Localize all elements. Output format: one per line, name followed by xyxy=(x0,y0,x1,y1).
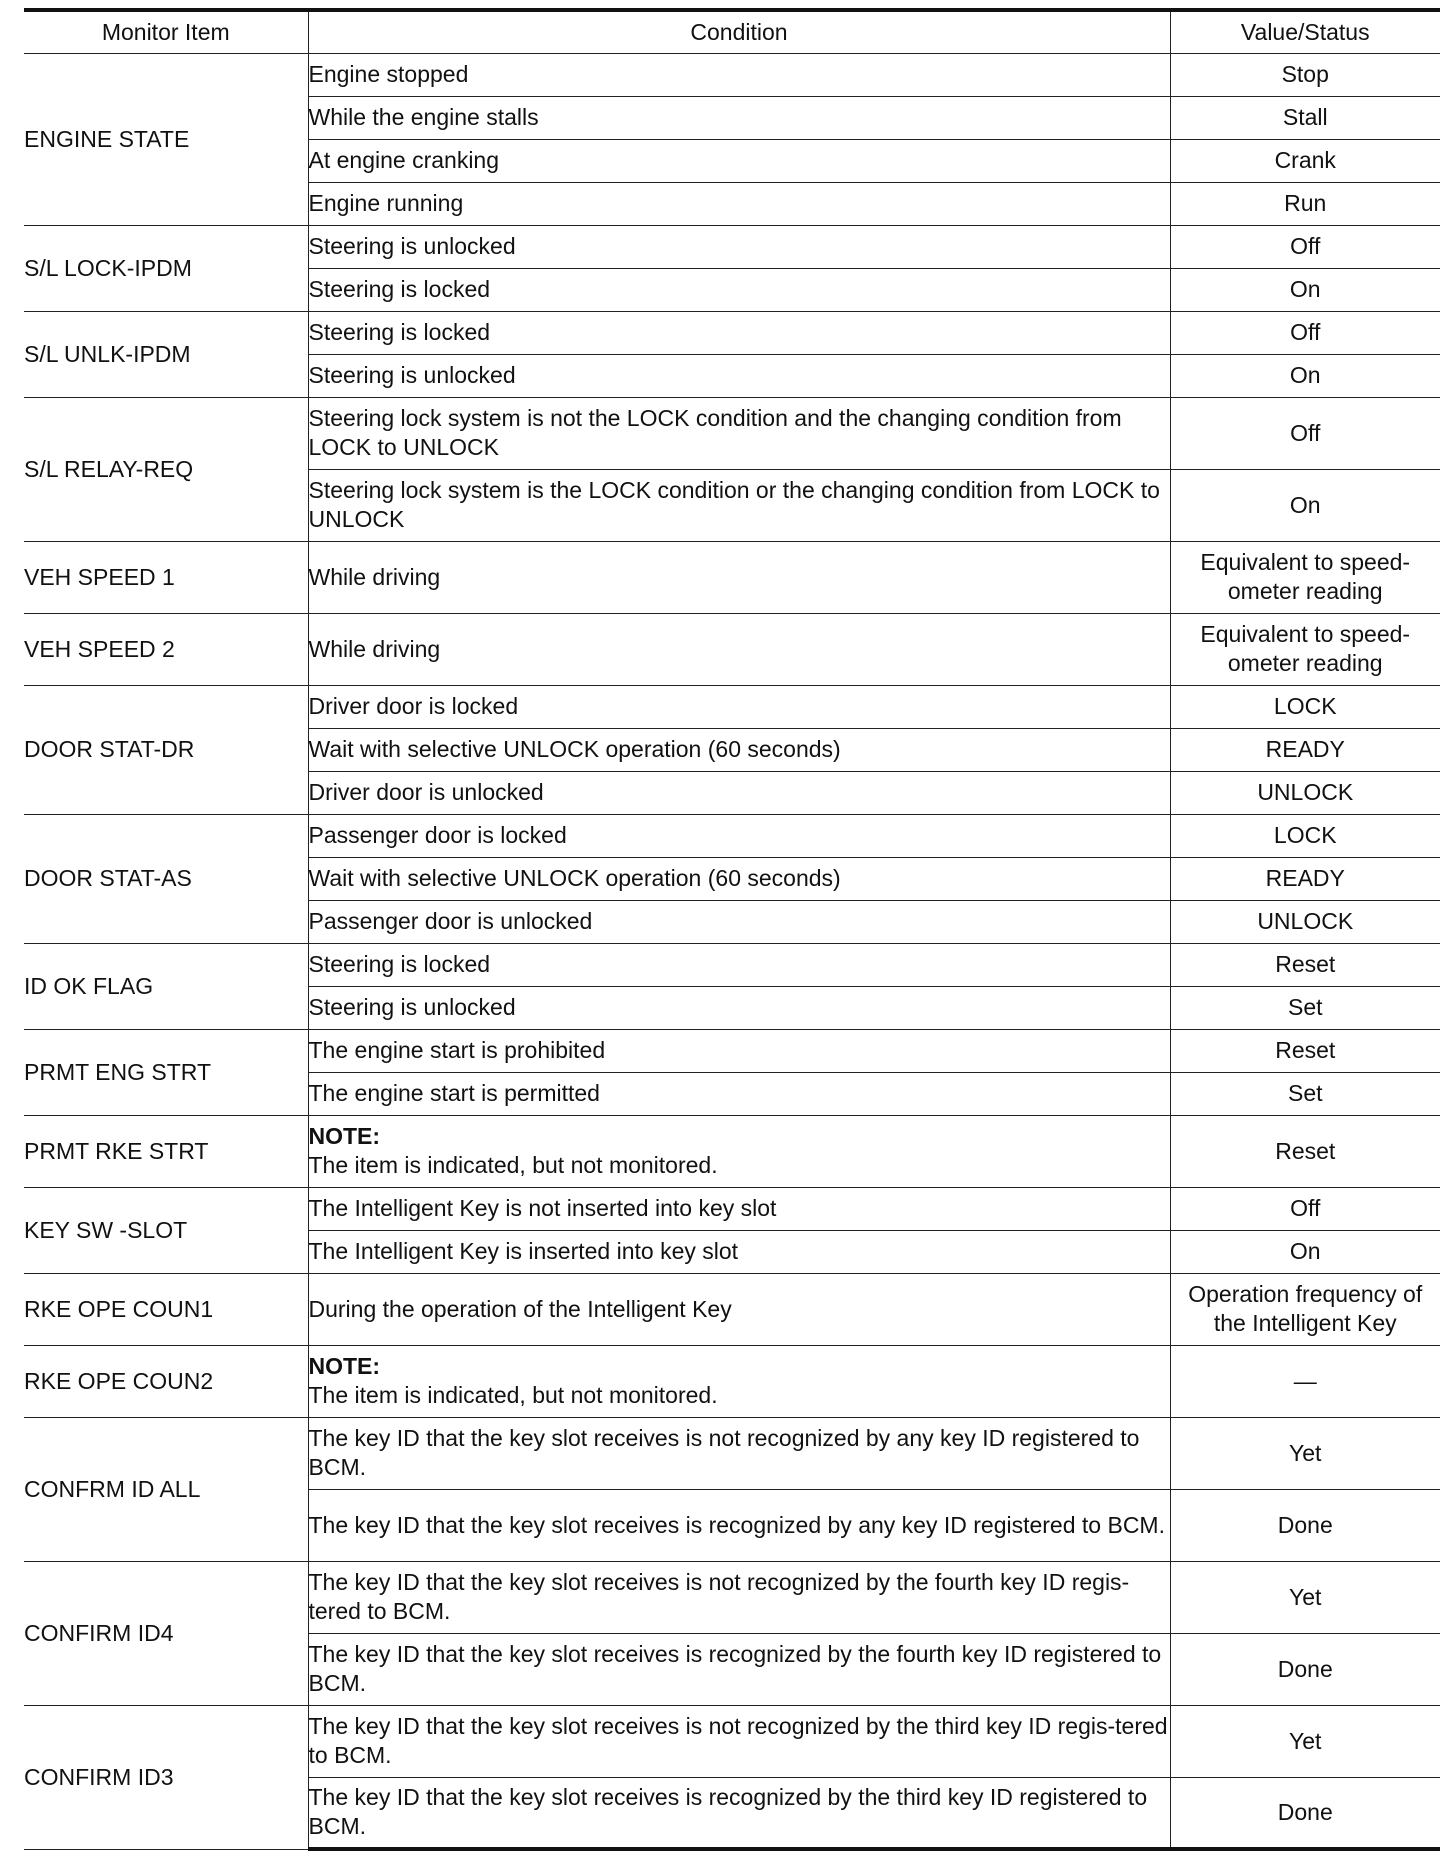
condition-cell: At engine cranking xyxy=(308,139,1170,182)
monitor-item-cell: VEH SPEED 2 xyxy=(24,613,308,685)
value-status-cell: Reset xyxy=(1170,1115,1440,1187)
value-status-cell: — xyxy=(1170,1345,1440,1417)
value-status-cell: READY xyxy=(1170,857,1440,900)
monitor-item-cell: CONFIRM ID4 xyxy=(24,1561,308,1705)
table-row xyxy=(24,311,1440,354)
condition-cell: Wait with selective UNLOCK operation (60 seconds) xyxy=(308,728,1170,771)
value-status-cell: Done xyxy=(1170,1777,1440,1849)
value-status-cell: On xyxy=(1170,268,1440,311)
note-text: The item is indicated, but not monitored. xyxy=(308,1152,718,1178)
monitor-item-cell: DOOR STAT-DR xyxy=(24,685,308,814)
condition-cell: While driving xyxy=(308,613,1170,685)
value-status-cell: Set xyxy=(1170,1072,1440,1115)
value-status-cell: Run xyxy=(1170,182,1440,225)
monitor-item-cell: VEH SPEED 1 xyxy=(24,541,308,613)
condition-cell: The key ID that the key slot receives is recognized by the third key ID registered to BCM. xyxy=(308,1777,1170,1849)
value-status-cell: On xyxy=(1170,354,1440,397)
monitor-item-cell: KEY SW -SLOT xyxy=(24,1187,308,1273)
condition-cell: Engine running xyxy=(308,182,1170,225)
table-row xyxy=(24,814,1440,857)
value-status-cell: Stall xyxy=(1170,96,1440,139)
header-monitor-item: Monitor Item xyxy=(24,10,308,53)
condition-cell: Steering is locked xyxy=(308,268,1170,311)
condition-cell: The Intelligent Key is inserted into key slot xyxy=(308,1230,1170,1273)
value-status-cell: Stop xyxy=(1170,53,1440,96)
monitor-item-cell: PRMT ENG STRT xyxy=(24,1029,308,1115)
monitor-item-cell: PRMT RKE STRT xyxy=(24,1115,308,1187)
monitor-item-cell: DOOR STAT-AS xyxy=(24,814,308,943)
condition-cell: While driving xyxy=(308,541,1170,613)
condition-cell: Driver door is unlocked xyxy=(308,771,1170,814)
value-status-cell: Off xyxy=(1170,397,1440,469)
monitor-item-cell: S/L RELAY-REQ xyxy=(24,397,308,541)
monitor-item-cell: CONFIRM ID3 xyxy=(24,1705,308,1849)
condition-cell: While the engine stalls xyxy=(308,96,1170,139)
condition-cell: Steering is unlocked xyxy=(308,225,1170,268)
value-status-cell: On xyxy=(1170,469,1440,541)
condition-cell: Steering is unlocked xyxy=(308,354,1170,397)
condition-cell xyxy=(308,1345,1170,1417)
condition-cell: The key ID that the key slot receives is not recognized by any key ID registered to BCM. xyxy=(308,1417,1170,1489)
condition-cell: Passenger door is unlocked xyxy=(308,900,1170,943)
value-status-cell: Yet xyxy=(1170,1417,1440,1489)
condition-cell: Steering is locked xyxy=(308,943,1170,986)
value-status-cell: READY xyxy=(1170,728,1440,771)
value-status-cell: Yet xyxy=(1170,1561,1440,1633)
table-row xyxy=(24,1273,1440,1345)
table-row xyxy=(24,1561,1440,1633)
condition-cell: The engine start is prohibited xyxy=(308,1029,1170,1072)
condition-cell: The key ID that the key slot receives is not recognized by the third key ID regis-tered to BCM. xyxy=(308,1705,1170,1777)
monitor-item-cell: ID OK FLAG xyxy=(24,943,308,1029)
value-status-cell: Set xyxy=(1170,986,1440,1029)
condition-cell: The Intelligent Key is not inserted into key slot xyxy=(308,1187,1170,1230)
value-status-cell: UNLOCK xyxy=(1170,900,1440,943)
value-status-cell: Crank xyxy=(1170,139,1440,182)
note-text: The item is indicated, but not monitored. xyxy=(308,1382,718,1408)
table-row xyxy=(24,541,1440,613)
value-status-cell: Equivalent to speed-ometer reading xyxy=(1170,541,1440,613)
table-row xyxy=(24,943,1440,986)
value-status-cell: LOCK xyxy=(1170,685,1440,728)
value-status-cell: Reset xyxy=(1170,1029,1440,1072)
table-row xyxy=(24,1115,1440,1187)
table-row xyxy=(24,53,1440,96)
value-status-cell: Reset xyxy=(1170,943,1440,986)
value-status-cell: Yet xyxy=(1170,1705,1440,1777)
monitor-item-cell: S/L LOCK-IPDM xyxy=(24,225,308,311)
value-status-cell: LOCK xyxy=(1170,814,1440,857)
condition-cell: Engine stopped xyxy=(308,53,1170,96)
condition-cell: The key ID that the key slot receives is recognized by the fourth key ID registered to BCM. xyxy=(308,1633,1170,1705)
value-status-cell: Off xyxy=(1170,1187,1440,1230)
value-status-cell: UNLOCK xyxy=(1170,771,1440,814)
condition-cell: The engine start is permitted xyxy=(308,1072,1170,1115)
condition-cell: Steering is locked xyxy=(308,311,1170,354)
note-label: NOTE: xyxy=(308,1123,381,1149)
table-body xyxy=(24,53,1440,1849)
monitor-item-cell: S/L UNLK-IPDM xyxy=(24,311,308,397)
condition-cell: The key ID that the key slot receives is recognized by any key ID registered to BCM. xyxy=(308,1489,1170,1561)
condition-cell: Passenger door is locked xyxy=(308,814,1170,857)
header-value-status: Value/Status xyxy=(1170,10,1440,53)
condition-cell: Steering lock system is the LOCK condition or the changing condition from LOCK to UNLOCK xyxy=(308,469,1170,541)
table-row xyxy=(24,1029,1440,1072)
monitor-item-cell: RKE OPE COUN1 xyxy=(24,1273,308,1345)
table-row xyxy=(24,225,1440,268)
table-row xyxy=(24,685,1440,728)
value-status-cell: Done xyxy=(1170,1633,1440,1705)
header-row xyxy=(24,10,1440,53)
table-row xyxy=(24,1345,1440,1417)
header-condition: Condition xyxy=(308,10,1170,53)
monitor-item-cell: ENGINE STATE xyxy=(24,53,308,225)
condition-cell: Steering is unlocked xyxy=(308,986,1170,1029)
table-row xyxy=(24,397,1440,469)
value-status-cell: Operation frequency of the Intelligent Key xyxy=(1170,1273,1440,1345)
table-row xyxy=(24,1417,1440,1489)
monitor-item-cell: RKE OPE COUN2 xyxy=(24,1345,308,1417)
value-status-cell: Equivalent to speed-ometer reading xyxy=(1170,613,1440,685)
condition-cell: During the operation of the Intelligent Key xyxy=(308,1273,1170,1345)
value-status-cell: Off xyxy=(1170,225,1440,268)
value-status-cell: On xyxy=(1170,1230,1440,1273)
condition-cell: Wait with selective UNLOCK operation (60 seconds) xyxy=(308,857,1170,900)
value-status-cell: Done xyxy=(1170,1489,1440,1561)
note-label: NOTE: xyxy=(308,1353,381,1379)
monitor-table xyxy=(24,8,1440,1851)
condition-cell: Steering lock system is not the LOCK condition and the changing condition from LOCK to UNLOCK xyxy=(308,397,1170,469)
condition-cell: Driver door is locked xyxy=(308,685,1170,728)
table-row xyxy=(24,613,1440,685)
condition-cell xyxy=(308,1115,1170,1187)
condition-cell: The key ID that the key slot receives is not recognized by the fourth key ID regis-tered to BCM. xyxy=(308,1561,1170,1633)
value-status-cell: Off xyxy=(1170,311,1440,354)
monitor-item-cell: CONFRM ID ALL xyxy=(24,1417,308,1561)
table-row xyxy=(24,1187,1440,1230)
table-row xyxy=(24,1705,1440,1777)
